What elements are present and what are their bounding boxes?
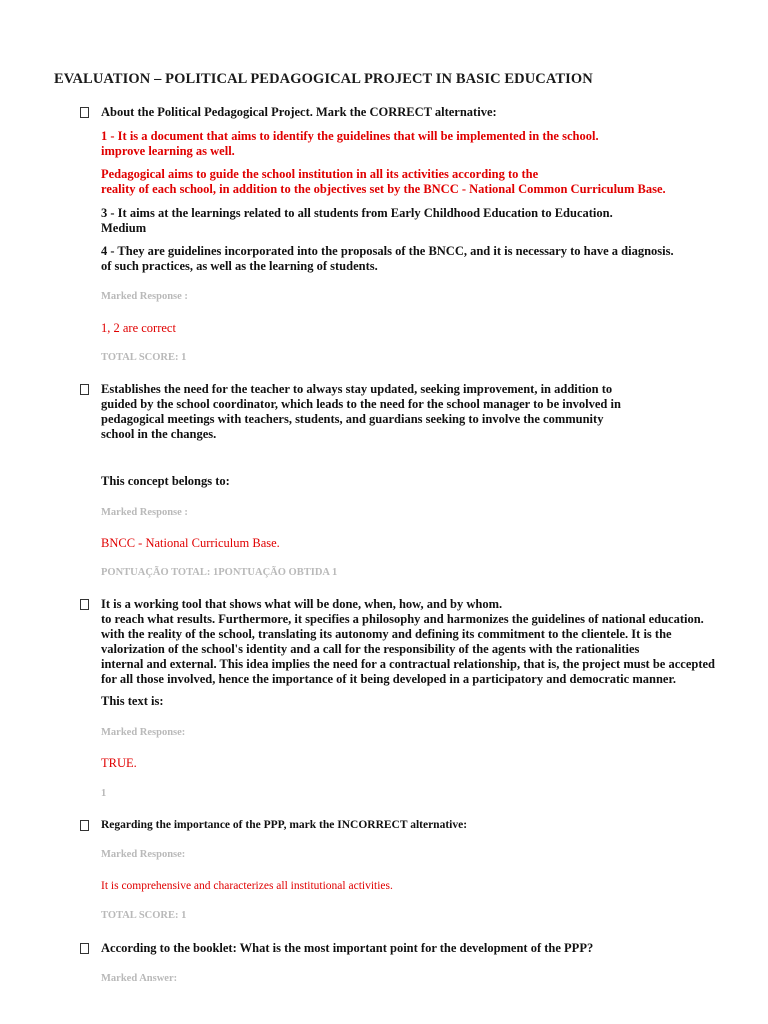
checkbox-icon (80, 943, 89, 954)
q3-prompt: It is a working tool that shows what will be done, when, how, and by whom. to reach what results. Furthermore, it specifies a philosophy and harmonizes the guidelines of national education. with the reality of the school, translating its autonomy and defining its commitment to the clientele. It is the valorization of the school's identity and a call for the responsibility of the agents with the rationalities internal and external. This idea implies the need for a contractual relationship, that is, the project must be accepted for all those involved, hence the importance of it being developed in a participatory and democratic manner. (101, 597, 715, 686)
q1-marked-label: Marked Response : (101, 291, 188, 302)
q4-answer: It is comprehensive and characterizes all institutional activities. (101, 880, 393, 892)
q3-question: This text is: (101, 694, 164, 708)
q3-marked-label: Marked Response: (101, 727, 186, 738)
q2-answer: BNCC - National Curriculum Base. (101, 536, 280, 550)
q2-prompt: Establishes the need for the teacher to always stay updated, seeking improvement, in addition to guided by the school coordinator, which leads to the need for the school manager to be involved in pedagogical meetings with teachers, students, and guardians seeking to involve the community school in the changes. (101, 382, 621, 441)
q4-marked-label: Marked Response: (101, 849, 186, 860)
q3-answer: TRUE. (101, 756, 137, 770)
checkbox-icon (80, 820, 89, 831)
checkbox-icon (80, 599, 89, 610)
q5-marked-label: Marked Answer: (101, 973, 178, 984)
q5-prompt: According to the booklet: What is the most important point for the development of the PPP? (101, 941, 594, 955)
q4-prompt: Regarding the importance of the PPP, mark the INCORRECT alternative: (101, 819, 468, 831)
q1-answer: 1, 2 are correct (101, 321, 176, 335)
q1-prompt: About the Political Pedagogical Project. Mark the CORRECT alternative: (101, 105, 497, 119)
q1-alternative-4: 4 - They are guidelines incorporated into the proposals of the BNCC, and it is necessary to have a diagnosis. of such practices, as well as the learning of students. (101, 244, 674, 273)
checkbox-icon (80, 384, 89, 395)
q1-alternative-3: 3 - It aims at the learnings related to all students from Early Childhood Education to Education. Medium (101, 206, 613, 235)
checkbox-icon (80, 107, 89, 118)
q1-score: TOTAL SCORE: 1 (101, 352, 187, 363)
q2-score: PONTUAÇÃO TOTAL: 1PONTUAÇÃO OBTIDA 1 (101, 567, 338, 578)
q1-alternative-1: 1 - It is a document that aims to identify the guidelines that will be implemented in the school. improve learning as well. (101, 129, 599, 158)
q2-question: This concept belongs to: (101, 474, 230, 488)
q1-alternative-2: Pedagogical aims to guide the school institution in all its activities according to the reality of each school, in addition to the objectives set by the BNCC - National Common Curriculum Base. (101, 167, 666, 196)
q4-score: TOTAL SCORE: 1 (101, 910, 187, 921)
page-title: EVALUATION – POLITICAL PEDAGOGICAL PROJECT IN BASIC EDUCATION (54, 71, 593, 87)
q3-score: 1 (101, 788, 107, 799)
q2-marked-label: Marked Response : (101, 507, 188, 518)
